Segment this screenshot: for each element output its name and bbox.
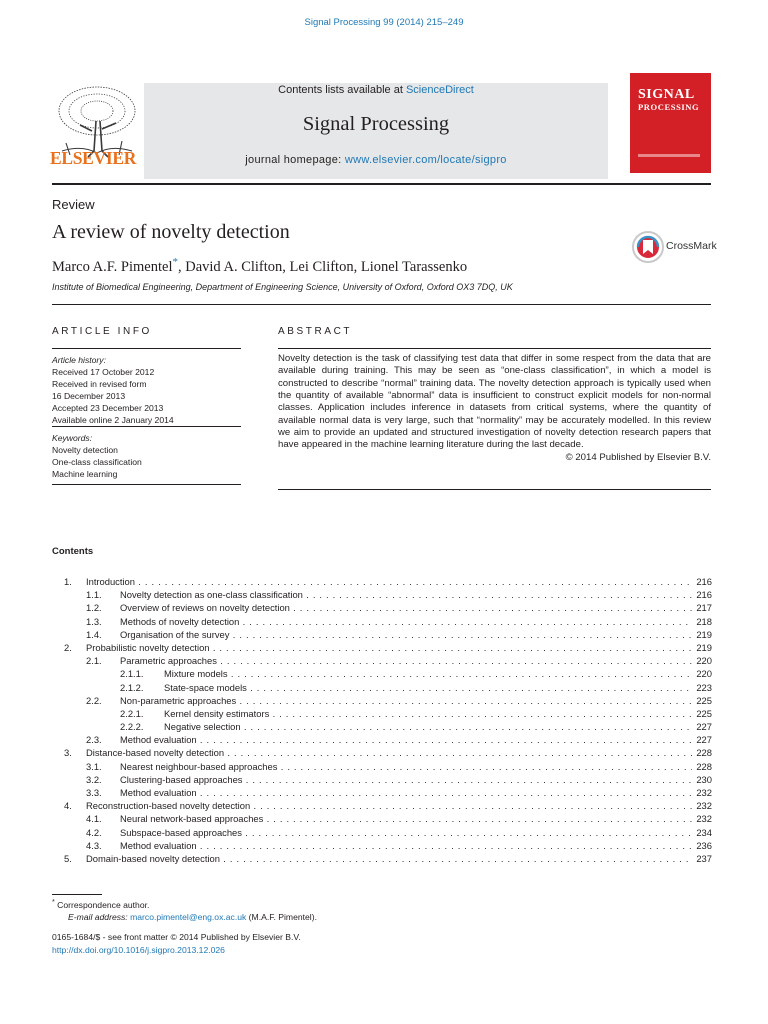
toc-entry-page: 232 <box>696 787 712 798</box>
toc-entry-page: 223 <box>696 681 712 693</box>
footnote-text: Correspondence author. <box>54 899 150 910</box>
homepage-line <box>144 154 608 166</box>
keywords <box>52 432 241 480</box>
toc-entry[interactable] <box>52 601 712 614</box>
toc-entry-page: 225 <box>696 694 712 706</box>
publication-footer <box>52 931 301 956</box>
cover-band <box>638 154 700 157</box>
toc-entry-page: 219 <box>696 641 712 653</box>
history-line: 16 December 2013 <box>52 391 126 401</box>
abstract-divider <box>278 489 711 490</box>
affiliation: Institute of Biomedical Engineering, Department of Engineering Science, University of Oxford, Oxford OX3 7DQ, UK <box>52 282 513 292</box>
toc-entry[interactable] <box>52 773 712 786</box>
doi-link[interactable]: http://dx.doi.org/10.1016/j.sigpro.2013.12.026 <box>52 944 225 955</box>
toc-entry-title[interactable]: Method evaluation . . . <box>120 786 692 799</box>
toc-entry-page: 217 <box>696 602 712 614</box>
crossmark-badge[interactable] <box>632 231 717 263</box>
toc-entry-number: 2. <box>64 641 72 653</box>
toc-entry-number: 2.2. <box>86 694 102 706</box>
toc-entry-title[interactable]: Reconstruction-based novelty detection . . . <box>86 799 692 812</box>
abstract-text: Novelty detection is the task of classifying test data that differ in some respect from the data that are available during training. This may be seen as “one-class classification”, in which a model is constructed to describe “normal” training data. The novelty detection approach is typically used when the quantity of available “abnormal” data is insufficient to construct explicit models for non-normal classes. Application includes inference in datasets from critical systems, where the quantity of available normal data is very large, such that “normality” may be accurately modelled. In this review we aim to provide an updated and structured investigation of novelty detection research papers that have appeared in the machine learning literature during the last decade. <box>278 353 711 451</box>
toc-entry[interactable] <box>52 628 712 641</box>
toc-entry-page: 216 <box>696 589 712 601</box>
toc-entry[interactable] <box>52 746 712 759</box>
elsevier-wordmark: ELSEVIER <box>50 148 137 168</box>
toc-entry-number: 1.4. <box>86 628 102 640</box>
email-label: E-mail address: <box>68 912 131 923</box>
journal-citation-link[interactable]: Signal Processing 99 (2014) 215–249 <box>304 17 464 28</box>
toc-entry-number: 4. <box>64 800 72 812</box>
toc-entry-number: 4.2. <box>86 826 102 838</box>
crossmark-label: CrossMark <box>666 240 717 252</box>
author-name: Lei Clifton <box>289 258 354 275</box>
toc-entry-number: 3.2. <box>86 773 102 785</box>
toc-entry-title[interactable]: Neural network-based approaches . . . <box>120 812 692 825</box>
toc-entry-title[interactable]: Nearest neighbour-based approaches . . . <box>120 760 692 773</box>
keyword: Novelty detection <box>52 445 118 455</box>
toc-entry-number: 2.2.2. <box>120 721 144 733</box>
footnote-mark: * <box>52 898 55 906</box>
toc-entry-page: 230 <box>696 773 712 785</box>
toc-entry-title[interactable]: Non-parametric approaches . . . <box>120 694 692 707</box>
article-info-heading: ARTICLE INFO <box>52 326 152 337</box>
toc-entry-title[interactable]: Introduction . . . <box>86 575 692 588</box>
toc-entry[interactable] <box>52 575 712 588</box>
toc-entry-number: 2.2.1. <box>120 707 144 719</box>
toc-entry-number: 2.1.1. <box>120 668 144 680</box>
toc-entry[interactable] <box>52 786 712 799</box>
toc-entry-title[interactable]: Clustering-based approaches . . . <box>120 773 692 786</box>
author-name: David A. Clifton <box>185 258 283 275</box>
toc-entry-title[interactable]: Organisation of the survey . . . <box>120 628 692 641</box>
history-line: Accepted 23 December 2013 <box>52 403 164 413</box>
author-list: Marco A.F. Pimentel*, David A. Clifton, Lei Clifton, Lionel Tarassenko <box>52 256 468 275</box>
sciencedirect-link[interactable]: ScienceDirect <box>405 84 474 96</box>
toc-entry-page: 227 <box>696 721 712 733</box>
homepage-prefix: journal homepage: <box>245 154 345 166</box>
contents-line <box>144 83 608 96</box>
toc-entry[interactable] <box>52 733 712 746</box>
history-line: Received 17 October 2012 <box>52 367 155 377</box>
toc-entry-title[interactable]: Kernel density estimators . . . <box>164 707 692 720</box>
toc-entry[interactable] <box>52 839 712 852</box>
toc-entry-number: 1.3. <box>86 615 102 627</box>
toc-entry-page: 228 <box>696 747 712 759</box>
issn-line: 0165-1684/$ - see front matter © 2014 Published by Elsevier B.V. <box>52 932 301 942</box>
toc-entry-page: 220 <box>696 655 712 667</box>
journal-header <box>52 73 711 187</box>
cover-title: SIGNAL <box>638 87 695 102</box>
abstract-body <box>278 353 711 464</box>
keyword: One-class classification <box>52 457 142 467</box>
toc-entry-page: 237 <box>696 852 712 864</box>
toc-entry-number: 4.3. <box>86 839 102 851</box>
cover-subtitle: PROCESSING <box>638 102 700 112</box>
toc-entry-page: 219 <box>696 628 712 640</box>
toc-entry-title[interactable]: Method evaluation . . . <box>120 839 692 852</box>
title-divider <box>52 304 711 305</box>
toc-entry[interactable] <box>52 654 712 667</box>
toc-entry-title[interactable]: Parametric approaches . . . <box>120 654 692 667</box>
toc-entry-number: 3. <box>64 747 72 759</box>
toc-entry-title[interactable]: Subspace-based approaches . . . <box>120 826 692 839</box>
history-line: Available online 2 January 2014 <box>52 415 174 425</box>
toc-entry-page: 216 <box>696 576 712 587</box>
history-line: Received in revised form <box>52 379 147 389</box>
elsevier-logo <box>52 81 142 181</box>
toc-entry-title[interactable]: Method evaluation . . . <box>120 733 692 746</box>
abstract-divider <box>278 348 711 349</box>
toc-entry-title[interactable]: Probabilistic novelty detection . . . <box>86 641 692 654</box>
author-name: Marco A.F. Pimentel <box>52 258 173 275</box>
toc-entry-number: 1.2. <box>86 602 102 614</box>
article-info-divider <box>52 484 241 485</box>
toc-entry-page: 236 <box>696 839 712 851</box>
toc-entry-page: 227 <box>696 734 712 746</box>
toc-entry-page: 228 <box>696 760 712 772</box>
header-divider <box>52 183 711 185</box>
toc-entry-title[interactable]: Overview of reviews on novelty detection . . . <box>120 601 692 614</box>
toc-entry-number: 4.1. <box>86 813 102 825</box>
toc-entry[interactable] <box>52 707 712 720</box>
toc-entry[interactable] <box>52 694 712 707</box>
toc-entry-number: 3.3. <box>86 787 102 798</box>
history-label: Article history: <box>52 355 106 365</box>
contents-prefix: Contents lists available at <box>278 84 406 96</box>
article-info-divider <box>52 348 241 349</box>
table-of-contents <box>52 575 712 865</box>
toc-entry-page: 234 <box>696 826 712 838</box>
journal-cover-thumbnail[interactable] <box>630 73 711 173</box>
toc-entry[interactable] <box>52 615 712 628</box>
toc-entry-number: 1. <box>64 576 72 587</box>
contents-heading: Contents <box>52 546 94 557</box>
toc-entry[interactable] <box>52 588 712 601</box>
toc-entry-title[interactable]: Negative selection . . . <box>164 720 692 733</box>
toc-entry-page: 218 <box>696 615 712 627</box>
journal-homepage-link[interactable]: www.elsevier.com/locate/sigpro <box>344 154 507 166</box>
footnote <box>52 896 317 924</box>
toc-entry[interactable] <box>52 760 712 773</box>
toc-entry-page: 220 <box>696 668 712 680</box>
toc-entry[interactable] <box>52 667 712 680</box>
toc-entry-page: 232 <box>696 813 712 825</box>
toc-entry-number: 1.1. <box>86 589 102 601</box>
article-history <box>52 354 241 426</box>
author-email-link[interactable]: marco.pimentel@eng.ox.ac.uk <box>130 912 247 923</box>
abstract-heading: ABSTRACT <box>278 326 353 337</box>
toc-entry-title[interactable]: Distance-based novelty detection . . . <box>86 746 692 759</box>
toc-entry-title[interactable]: Mixture models . . . <box>164 667 692 680</box>
toc-entry-title[interactable]: Novelty detection as one-class classification . . . <box>120 588 692 601</box>
toc-entry[interactable] <box>52 641 712 654</box>
toc-entry[interactable] <box>52 799 712 812</box>
toc-entry-number: 2.1.2. <box>120 681 144 693</box>
toc-entry-title[interactable]: Domain-based novelty detection . . . <box>86 852 692 865</box>
email-suffix: (M.A.F. Pimentel). <box>246 912 317 923</box>
toc-entry[interactable] <box>52 852 712 865</box>
toc-entry-page: 225 <box>696 707 712 719</box>
toc-entry-number: 2.1. <box>86 655 102 667</box>
toc-entry-number: 3.1. <box>86 760 102 772</box>
article-title: A review of novelty detection <box>52 221 290 243</box>
toc-entry[interactable] <box>52 812 712 825</box>
author-name: Lionel Tarassenko <box>360 258 468 275</box>
corresponding-author-mark[interactable]: * <box>172 256 178 268</box>
abstract-copyright: © 2014 Published by Elsevier B.V. <box>565 451 711 463</box>
article-type: Review <box>52 197 95 212</box>
toc-entry-number: 2.3. <box>86 734 102 746</box>
keyword: Machine learning <box>52 469 118 479</box>
journal-title: Signal Processing <box>302 113 450 135</box>
keywords-label: Keywords: <box>52 433 93 443</box>
toc-entry[interactable] <box>52 826 712 839</box>
toc-entry[interactable] <box>52 720 712 733</box>
toc-entry-title[interactable]: State-space models . . . <box>164 681 692 694</box>
toc-entry-number: 5. <box>64 852 72 864</box>
toc-entry-title[interactable]: Methods of novelty detection . . . <box>120 615 692 628</box>
journal-info-panel <box>144 83 608 179</box>
article-info-divider <box>52 426 241 427</box>
footnote-divider <box>52 894 102 895</box>
toc-entry-page: 232 <box>696 800 712 812</box>
toc-entry[interactable] <box>52 681 712 694</box>
